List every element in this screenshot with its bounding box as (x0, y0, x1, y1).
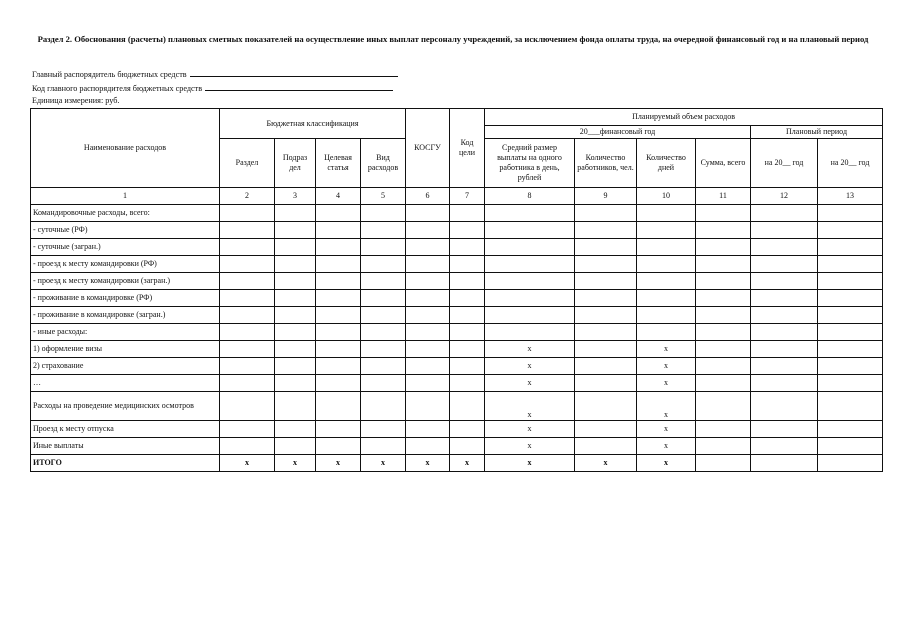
table-cell[interactable] (575, 205, 637, 222)
table-cell[interactable] (751, 307, 818, 324)
column-number: 2 (220, 188, 275, 205)
header-avg-pay: Средний размер выплаты на одного работника в день, рублей (485, 139, 575, 188)
header-kosgu: КОСГУ (406, 109, 450, 188)
table-cell[interactable] (818, 358, 883, 375)
table-cell: x (485, 375, 575, 392)
table-cell[interactable] (406, 358, 450, 375)
table-cell[interactable] (818, 375, 883, 392)
table-cell: x (485, 341, 575, 358)
table-cell[interactable] (575, 375, 637, 392)
table-cell[interactable] (275, 392, 316, 421)
table-cell[interactable] (818, 307, 883, 324)
table-cell[interactable] (575, 290, 637, 307)
meta-label-2: Код главного распорядителя бюджетных средств (32, 84, 203, 93)
table-cell[interactable] (450, 375, 485, 392)
table-cell[interactable] (316, 307, 361, 324)
table-cell[interactable] (575, 273, 637, 290)
table-cell[interactable] (406, 341, 450, 358)
table-cell[interactable] (450, 421, 485, 438)
fill-line-2[interactable] (205, 82, 393, 91)
table-cell[interactable] (575, 307, 637, 324)
table-cell[interactable] (575, 421, 637, 438)
table-cell[interactable] (361, 222, 406, 239)
table-cell: x (637, 392, 696, 421)
table-cell[interactable] (575, 341, 637, 358)
table-cell[interactable] (485, 290, 575, 307)
table-cell: x (637, 438, 696, 455)
meta-line-3 (32, 96, 119, 105)
table-cell[interactable] (361, 358, 406, 375)
table-cell[interactable] (696, 341, 751, 358)
column-number: 11 (696, 188, 751, 205)
table-cell[interactable] (485, 273, 575, 290)
table-cell[interactable] (316, 256, 361, 273)
table-cell[interactable] (275, 375, 316, 392)
row-name: - проезд к месту командировки (РФ) (31, 256, 220, 273)
table-cell[interactable] (316, 324, 361, 341)
table-cell[interactable] (450, 358, 485, 375)
header-year1: на 20__ год (751, 139, 818, 188)
table-cell[interactable] (818, 205, 883, 222)
header-goal-code: Код цели (450, 109, 485, 188)
table-cell[interactable] (485, 205, 575, 222)
header-planned: Планируемый объем расходов (485, 109, 883, 126)
table-cell[interactable] (275, 438, 316, 455)
table-cell[interactable] (361, 392, 406, 421)
table-cell[interactable] (696, 290, 751, 307)
table-cell[interactable] (637, 324, 696, 341)
table-cell[interactable] (361, 205, 406, 222)
table-cell: x (220, 455, 275, 472)
table-cell[interactable] (637, 290, 696, 307)
table-cell[interactable] (751, 341, 818, 358)
row-name: 2) страхование (31, 358, 220, 375)
table-cell: x (450, 455, 485, 472)
table-cell[interactable] (696, 421, 751, 438)
table-cell: x (575, 455, 637, 472)
table-cell[interactable] (751, 239, 818, 256)
table-cell[interactable] (361, 341, 406, 358)
table-cell[interactable] (751, 324, 818, 341)
row-name: 1) оформление визы (31, 341, 220, 358)
row-name: - проживание в командировке (загран.) (31, 307, 220, 324)
table-cell[interactable] (696, 455, 751, 472)
table-cell[interactable] (575, 358, 637, 375)
table-cell: x (485, 358, 575, 375)
row-name: Проезд к месту отпуска (31, 421, 220, 438)
column-numbers-row (31, 188, 883, 205)
table-cell[interactable] (696, 256, 751, 273)
table-cell[interactable] (361, 239, 406, 256)
table-cell[interactable] (575, 324, 637, 341)
header-razdel: Раздел (220, 139, 275, 188)
table-cell[interactable] (220, 421, 275, 438)
column-number: 13 (818, 188, 883, 205)
row-name: - иные расходы: (31, 324, 220, 341)
table-cell[interactable] (818, 239, 883, 256)
table-cell[interactable] (751, 438, 818, 455)
table-cell[interactable] (751, 222, 818, 239)
table-cell[interactable] (637, 239, 696, 256)
header-budget-class: Бюджетная классификация (220, 109, 406, 139)
table-cell[interactable] (361, 273, 406, 290)
table-cell: x (316, 455, 361, 472)
table-cell[interactable] (485, 307, 575, 324)
column-number: 7 (450, 188, 485, 205)
meta-label-1: Главный распорядитель бюджетных средств (32, 70, 187, 79)
table-cell[interactable] (696, 239, 751, 256)
column-number: 12 (751, 188, 818, 205)
table-cell[interactable] (316, 392, 361, 421)
table-cell[interactable] (406, 290, 450, 307)
meta-line-1 (32, 68, 398, 79)
table-cell[interactable] (275, 222, 316, 239)
column-number: 9 (575, 188, 637, 205)
column-number: 8 (485, 188, 575, 205)
table-cell[interactable] (696, 222, 751, 239)
table-row (31, 290, 883, 307)
table-cell[interactable] (406, 375, 450, 392)
page-title: Раздел 2. Обоснования (расчеты) плановых сметных показателей на осуществление иных выплат персоналу учреждений, за исключением фонда оплаты труда, на очередной финансовый год и на плановый период (37, 34, 869, 44)
table-row (31, 341, 883, 358)
table-cell[interactable] (220, 273, 275, 290)
table-cell[interactable] (637, 256, 696, 273)
header-fin-year: 20___финансовый год (485, 126, 751, 139)
table-cell[interactable] (406, 222, 450, 239)
table-cell[interactable] (450, 273, 485, 290)
table-row (31, 307, 883, 324)
table-cell[interactable] (450, 307, 485, 324)
table-cell[interactable] (450, 438, 485, 455)
column-number: 10 (637, 188, 696, 205)
table-row (31, 205, 883, 222)
table-cell[interactable] (361, 324, 406, 341)
table-cell[interactable] (275, 421, 316, 438)
table-cell[interactable] (361, 438, 406, 455)
table-cell[interactable] (220, 438, 275, 455)
table-cell[interactable] (450, 341, 485, 358)
table-cell[interactable] (220, 375, 275, 392)
header-target: Целевая статья (316, 139, 361, 188)
table-cell[interactable] (361, 256, 406, 273)
table-cell[interactable] (275, 205, 316, 222)
table-cell[interactable] (751, 358, 818, 375)
table-cell[interactable] (637, 222, 696, 239)
table-cell[interactable] (751, 392, 818, 421)
table-cell[interactable] (275, 239, 316, 256)
table-cell[interactable] (220, 307, 275, 324)
table-cell[interactable] (485, 222, 575, 239)
table-row (31, 222, 883, 239)
table-cell[interactable] (751, 256, 818, 273)
table-cell[interactable] (316, 421, 361, 438)
table-cell[interactable] (818, 392, 883, 421)
table-cell[interactable] (316, 205, 361, 222)
table-cell[interactable] (406, 256, 450, 273)
table-cell: x (275, 455, 316, 472)
table-cell[interactable] (220, 205, 275, 222)
table-cell[interactable] (275, 256, 316, 273)
table-cell[interactable] (275, 341, 316, 358)
table-cell[interactable] (406, 239, 450, 256)
table-cell[interactable] (637, 205, 696, 222)
header-year2: на 20__ год (818, 139, 883, 188)
table-row (31, 358, 883, 375)
table-cell[interactable] (485, 239, 575, 256)
table-row (31, 256, 883, 273)
header-days: Количество дней (637, 139, 696, 188)
row-name: Расходы на проведение медицинских осмотров (31, 392, 220, 421)
table-row (31, 273, 883, 290)
table-cell[interactable] (818, 341, 883, 358)
column-number: 4 (316, 188, 361, 205)
table-cell[interactable] (406, 273, 450, 290)
table-cell[interactable] (220, 341, 275, 358)
column-number: 5 (361, 188, 406, 205)
table-cell[interactable] (751, 290, 818, 307)
table-cell[interactable] (316, 273, 361, 290)
table-cell[interactable] (696, 375, 751, 392)
table-cell[interactable] (751, 205, 818, 222)
table-cell[interactable] (696, 205, 751, 222)
row-name: ИТОГО (31, 455, 220, 472)
table-cell[interactable] (818, 273, 883, 290)
table-row (31, 324, 883, 341)
table-cell[interactable] (751, 421, 818, 438)
table-cell[interactable] (818, 256, 883, 273)
table-cell[interactable] (818, 290, 883, 307)
table-row (31, 239, 883, 256)
meta-line-2 (32, 82, 393, 93)
table-cell[interactable] (751, 455, 818, 472)
table-cell[interactable] (316, 222, 361, 239)
table-cell[interactable] (406, 421, 450, 438)
table-cell[interactable] (275, 324, 316, 341)
table-cell: x (406, 455, 450, 472)
table-cell: x (637, 421, 696, 438)
table-cell[interactable] (485, 324, 575, 341)
table-cell: x (485, 421, 575, 438)
table-cell[interactable] (275, 358, 316, 375)
table-cell[interactable] (450, 205, 485, 222)
column-number: 1 (31, 188, 220, 205)
table-cell[interactable] (637, 273, 696, 290)
table-cell[interactable] (316, 375, 361, 392)
table-cell[interactable] (575, 222, 637, 239)
table-cell: x (485, 392, 575, 421)
table-cell[interactable] (220, 392, 275, 421)
table-cell[interactable] (275, 273, 316, 290)
table-cell[interactable] (316, 290, 361, 307)
table-cell[interactable] (575, 239, 637, 256)
table-cell[interactable] (696, 324, 751, 341)
table-cell[interactable] (575, 438, 637, 455)
table-cell[interactable] (818, 324, 883, 341)
table-cell: x (637, 358, 696, 375)
table-cell[interactable] (450, 222, 485, 239)
row-name: Иные выплаты (31, 438, 220, 455)
table-cell: x (637, 341, 696, 358)
row-name: - проезд к месту командировки (загран.) (31, 273, 220, 290)
table-cell[interactable] (818, 455, 883, 472)
table-cell[interactable] (450, 239, 485, 256)
total-row (31, 455, 883, 472)
table-cell[interactable] (316, 239, 361, 256)
table-cell[interactable] (450, 256, 485, 273)
table-row (31, 392, 883, 421)
column-number: 3 (275, 188, 316, 205)
table-cell[interactable] (696, 392, 751, 421)
table-row (31, 375, 883, 392)
table-cell[interactable] (696, 307, 751, 324)
table-cell: x (485, 438, 575, 455)
table-row (31, 438, 883, 455)
table-cell[interactable] (220, 239, 275, 256)
table-cell[interactable] (361, 421, 406, 438)
table-cell[interactable] (696, 273, 751, 290)
row-name: … (31, 375, 220, 392)
table-cell[interactable] (818, 222, 883, 239)
table-cell: x (361, 455, 406, 472)
header-plan-period: Плановый период (751, 126, 883, 139)
table-cell[interactable] (275, 307, 316, 324)
fill-line-1[interactable] (190, 68, 398, 77)
table-cell[interactable] (637, 307, 696, 324)
table-cell[interactable] (575, 256, 637, 273)
table-cell[interactable] (818, 438, 883, 455)
header-vid: Вид расходов (361, 139, 406, 188)
table-cell: x (637, 455, 696, 472)
table-cell[interactable] (316, 438, 361, 455)
header-workers: Количество работников, чел. (575, 139, 637, 188)
table-cell[interactable] (406, 438, 450, 455)
table-cell[interactable] (696, 358, 751, 375)
table-cell[interactable] (696, 438, 751, 455)
table-cell[interactable] (361, 375, 406, 392)
table-cell[interactable] (361, 307, 406, 324)
table-cell[interactable] (275, 290, 316, 307)
row-name: Командировочные расходы, всего: (31, 205, 220, 222)
table-row (31, 421, 883, 438)
table-cell[interactable] (220, 256, 275, 273)
table-cell[interactable] (575, 392, 637, 421)
row-name: - суточные (загран.) (31, 239, 220, 256)
header-podrazdel: Подраз дел (275, 139, 316, 188)
table-cell[interactable] (450, 324, 485, 341)
table-cell[interactable] (450, 392, 485, 421)
header-sum: Сумма, всего (696, 139, 751, 188)
table-cell[interactable] (751, 375, 818, 392)
expenses-table (30, 108, 883, 472)
table-cell[interactable] (406, 205, 450, 222)
row-name: - проживание в командировке (РФ) (31, 290, 220, 307)
row-name: - суточные (РФ) (31, 222, 220, 239)
table-cell[interactable] (751, 273, 818, 290)
table-cell[interactable] (220, 222, 275, 239)
meta-label-3: Единица измерения: руб. (32, 96, 120, 105)
table-cell[interactable] (818, 421, 883, 438)
table-cell: x (485, 455, 575, 472)
table-cell[interactable] (316, 341, 361, 358)
table-cell[interactable] (361, 290, 406, 307)
table-cell[interactable] (220, 324, 275, 341)
table-cell[interactable] (406, 324, 450, 341)
table-cell[interactable] (220, 290, 275, 307)
table-cell[interactable] (450, 290, 485, 307)
header-name: Наименование расходов (31, 109, 220, 188)
table-cell[interactable] (406, 392, 450, 421)
table-cell[interactable] (220, 358, 275, 375)
table-cell[interactable] (406, 307, 450, 324)
column-number: 6 (406, 188, 450, 205)
table-cell: x (637, 375, 696, 392)
table-cell[interactable] (316, 358, 361, 375)
table-cell[interactable] (485, 256, 575, 273)
